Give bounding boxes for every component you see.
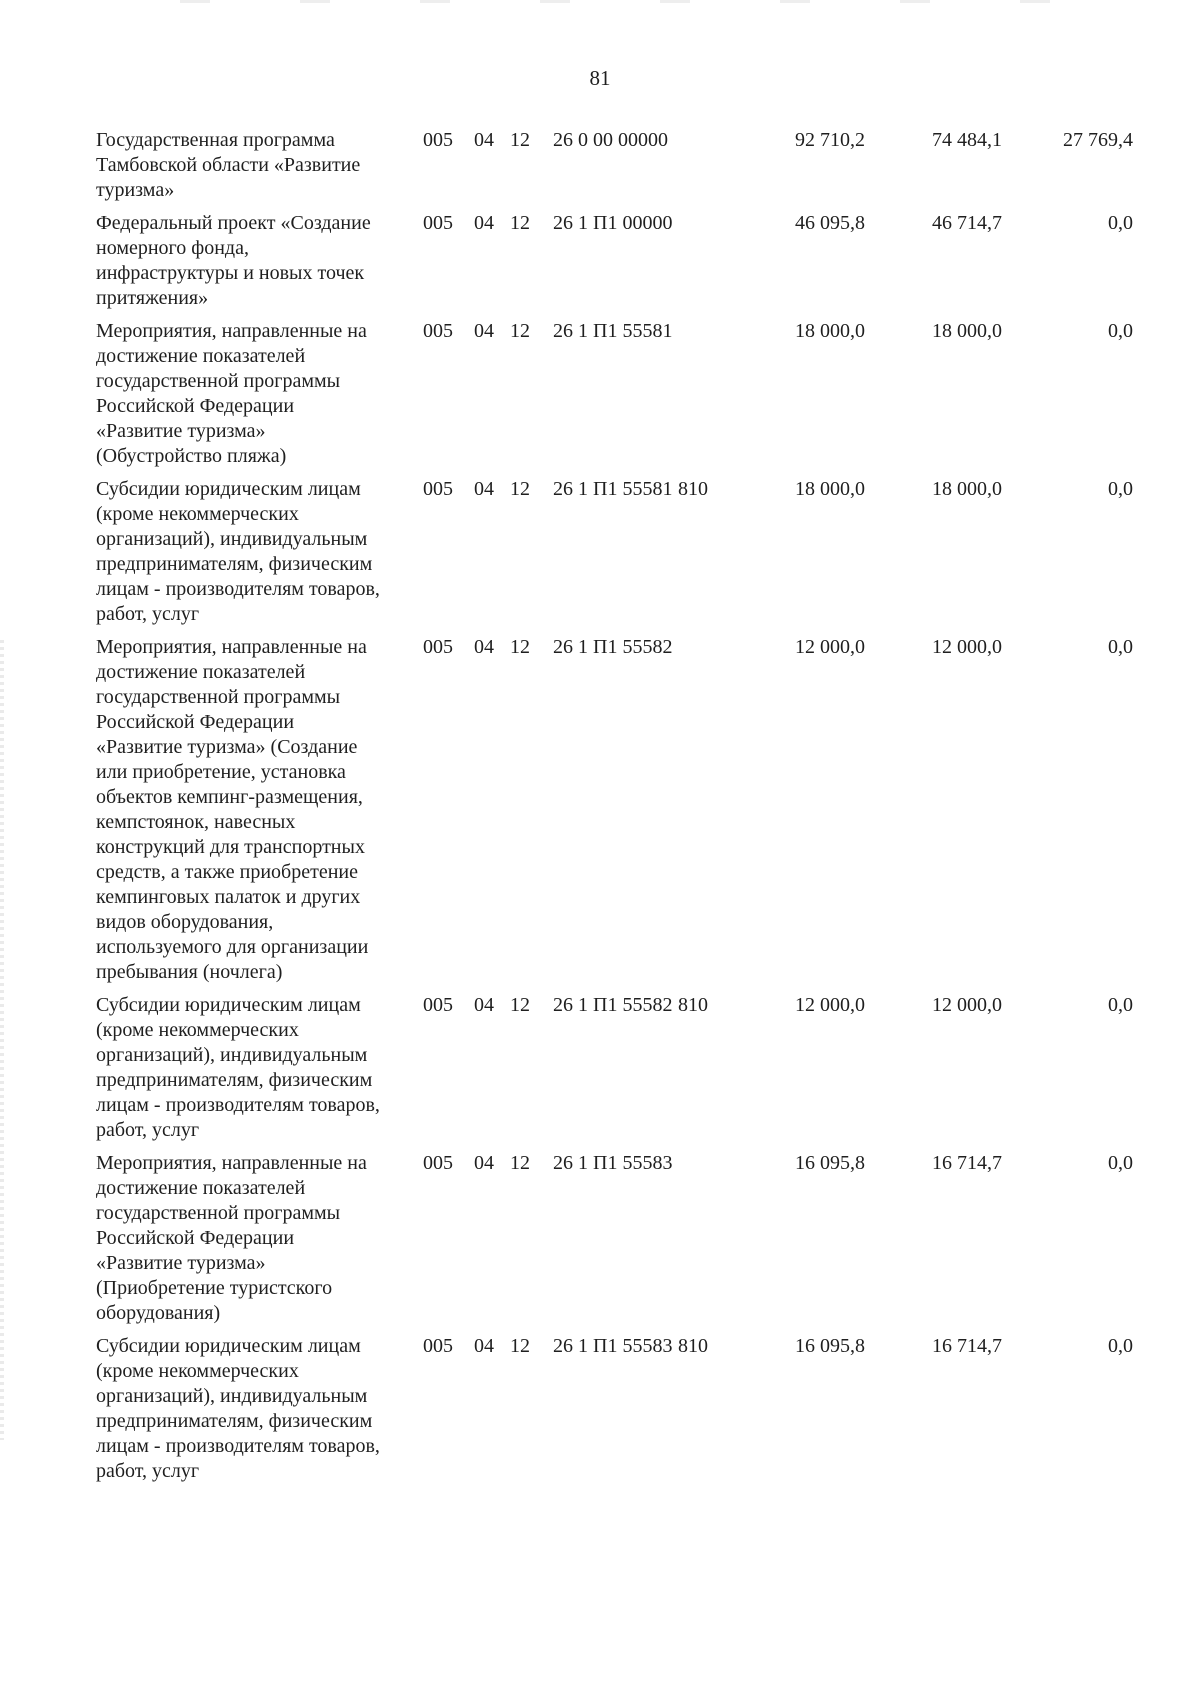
- vr-code: [678, 635, 744, 985]
- amount-year-1: 92 710,2: [795, 129, 865, 151]
- amount-year-3: 27 769,4: [1063, 129, 1133, 151]
- glava-code: 005: [423, 636, 453, 658]
- scan-artifact-top: [180, 0, 1080, 3]
- rz-code: 04: [474, 994, 494, 1016]
- item-name: Субсидии юридическим лицам (кроме некоммерческих организаций), индивидуальным предпринимателям, физическим лицам - производителям товаров, работ, услуг: [96, 994, 380, 1141]
- glava-code: 005: [423, 320, 453, 342]
- pr-code: 12: [510, 1335, 530, 1357]
- csr-code: 26 1 П1 55582: [553, 994, 673, 1016]
- table-row: [96, 1151, 1176, 1326]
- csr-code: 26 1 П1 55581: [553, 478, 673, 500]
- amount-year-3: 0,0: [1108, 1335, 1133, 1357]
- pr-code: 12: [510, 129, 530, 151]
- page-number: 81: [589, 66, 611, 90]
- rz-code: 04: [474, 320, 494, 342]
- table-row: [96, 1334, 1176, 1484]
- amount-year-3: 0,0: [1108, 478, 1133, 500]
- table-row: [96, 635, 1176, 985]
- item-name: Субсидии юридическим лицам (кроме некоммерческих организаций), индивидуальным предпринимателям, физическим лицам - производителям товаров, работ, услуг: [96, 1335, 380, 1482]
- glava-code: 005: [423, 212, 453, 234]
- rz-code: 04: [474, 1152, 494, 1174]
- item-name: Федеральный проект «Создание номерного фонда, инфраструктуры и новых точек притяжения»: [96, 212, 371, 309]
- csr-code: 26 1 П1 55583: [553, 1335, 673, 1357]
- glava-code: 005: [423, 994, 453, 1016]
- vr-code: 810: [678, 478, 708, 500]
- amount-year-3: 0,0: [1108, 1152, 1133, 1174]
- table-row: [96, 477, 1176, 627]
- glava-code: 005: [423, 1152, 453, 1174]
- amount-year-1: 12 000,0: [795, 994, 865, 1016]
- amount-year-3: 0,0: [1108, 212, 1133, 234]
- amount-year-2: 12 000,0: [932, 994, 1002, 1016]
- amount-year-1: 16 095,8: [795, 1152, 865, 1174]
- amount-year-2: 18 000,0: [932, 320, 1002, 342]
- amount-year-2: 16 714,7: [932, 1335, 1002, 1357]
- pr-code: 12: [510, 1152, 530, 1174]
- vr-code: 810: [678, 1335, 708, 1357]
- amount-year-1: 18 000,0: [795, 478, 865, 500]
- rz-code: 04: [474, 212, 494, 234]
- pr-code: 12: [510, 994, 530, 1016]
- glava-code: 005: [423, 478, 453, 500]
- vr-code: [678, 128, 744, 203]
- csr-code: 26 0 00 00000: [553, 129, 668, 151]
- vr-code: [678, 1151, 744, 1326]
- rz-code: 04: [474, 636, 494, 658]
- amount-year-2: 16 714,7: [932, 1152, 1002, 1174]
- vr-code: [678, 319, 744, 469]
- amount-year-3: 0,0: [1108, 320, 1133, 342]
- item-name: Мероприятия, направленные на достижение показателей государственной программы Российской Федерации «Развитие туризма» (Обустройство пляжа): [96, 320, 367, 467]
- amount-year-1: 12 000,0: [795, 636, 865, 658]
- item-name: Мероприятия, направленные на достижение показателей государственной программы Российской Федерации «Развитие туризма» (Создание или приобретение, установка объектов кемпинг-размещения, кемпстоянок, навесных конструкций для транспортных средств, а также приобретение кемпинговых палаток и других видов оборудования, используемого для организации пребывания (ночлега): [96, 636, 369, 983]
- amount-year-1: 46 095,8: [795, 212, 865, 234]
- amount-year-3: 0,0: [1108, 994, 1133, 1016]
- csr-code: 26 1 П1 55583: [553, 1152, 673, 1174]
- table-row: [96, 319, 1176, 469]
- glava-code: 005: [423, 129, 453, 151]
- table-row: [96, 128, 1176, 203]
- amount-year-2: 12 000,0: [932, 636, 1002, 658]
- item-name: Мероприятия, направленные на достижение показателей государственной программы Российской Федерации «Развитие туризма» (Приобретение туристского оборудования): [96, 1152, 367, 1324]
- amount-year-3: 0,0: [1108, 636, 1133, 658]
- pr-code: 12: [510, 212, 530, 234]
- item-name: Государственная программа Тамбовской области «Развитие туризма»: [96, 129, 361, 201]
- amount-year-2: 46 714,7: [932, 212, 1002, 234]
- glava-code: 005: [423, 1335, 453, 1357]
- amount-year-1: 18 000,0: [795, 320, 865, 342]
- table-row: [96, 211, 1176, 311]
- csr-code: 26 1 П1 00000: [553, 212, 673, 234]
- amount-year-1: 16 095,8: [795, 1335, 865, 1357]
- rz-code: 04: [474, 478, 494, 500]
- pr-code: 12: [510, 636, 530, 658]
- amount-year-2: 18 000,0: [932, 478, 1002, 500]
- item-name: Субсидии юридическим лицам (кроме некоммерческих организаций), индивидуальным предпринимателям, физическим лицам - производителям товаров, работ, услуг: [96, 478, 380, 625]
- vr-code: [678, 211, 744, 311]
- vr-code: 810: [678, 994, 708, 1016]
- pr-code: 12: [510, 320, 530, 342]
- rz-code: 04: [474, 1335, 494, 1357]
- rz-code: 04: [474, 129, 494, 151]
- pr-code: 12: [510, 478, 530, 500]
- table-row: [96, 993, 1176, 1143]
- csr-code: 26 1 П1 55582: [553, 636, 673, 658]
- csr-code: 26 1 П1 55581: [553, 320, 673, 342]
- scan-artifact-left-edge: [0, 640, 4, 1440]
- budget-table: [96, 128, 1176, 1492]
- amount-year-2: 74 484,1: [932, 129, 1002, 151]
